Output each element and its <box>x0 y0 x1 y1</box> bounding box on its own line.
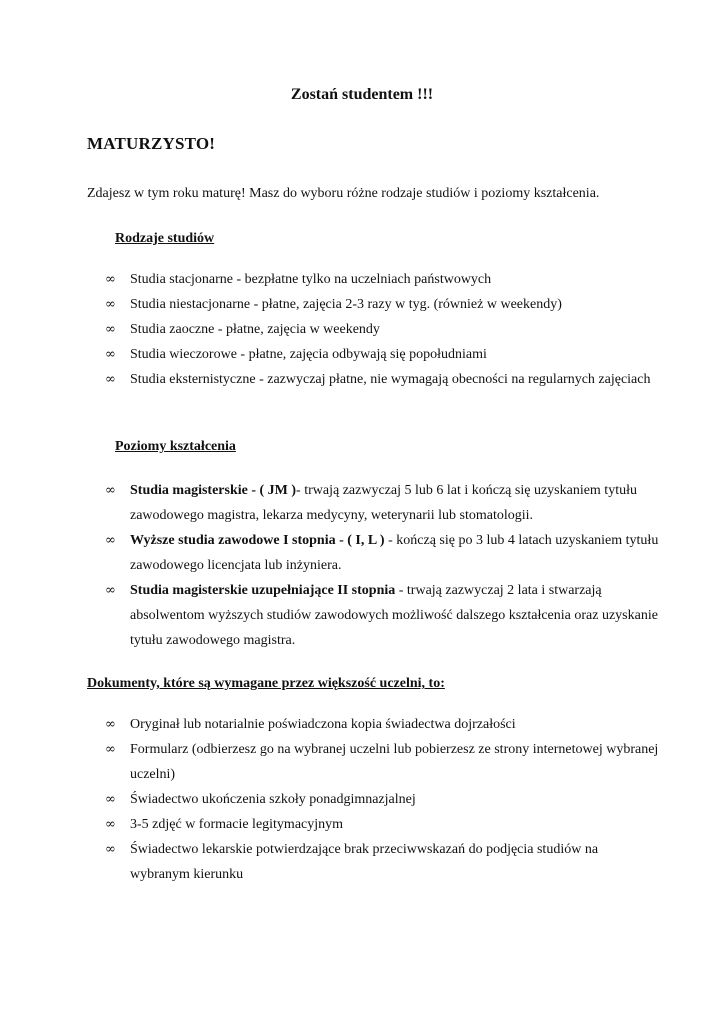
study-types-heading: Rodzaje studiów <box>115 231 215 246</box>
list-item-text: Formularz (odbierzesz go na wybranej uczelni lub pobierzesz ze strony internetowej wybranej uczelni) <box>130 742 659 782</box>
list-item <box>100 317 660 342</box>
infinity-bullet-icon: ∞ <box>105 583 116 598</box>
level-name: Studia magisterskie - ( JM ) <box>130 483 297 498</box>
list-item <box>100 267 660 292</box>
main-heading: MATURZYSTO! <box>87 134 216 153</box>
study-types-list <box>100 267 660 392</box>
list-item-text: Świadectwo ukończenia szkoły ponadgimnazjalnej <box>130 792 416 807</box>
list-item <box>100 578 660 653</box>
infinity-bullet-icon: ∞ <box>105 483 116 498</box>
list-item <box>100 712 660 737</box>
level-name: Studia magisterskie uzupełniające II stopnia <box>130 583 396 598</box>
level-description: - trwają zazwyczaj 2 lata i stwarzają absolwentom wyższych studiów zawodowych możliwość dalszego kształcenia oraz uzyskanie tytułu zawodowego magistra. <box>130 583 658 648</box>
infinity-bullet-icon: ∞ <box>105 842 116 857</box>
list-item-text: Oryginał lub notarialnie poświadczona kopia świadectwa dojrzałości <box>130 717 516 732</box>
infinity-bullet-icon: ∞ <box>105 272 116 287</box>
list-item <box>100 812 660 837</box>
infinity-bullet-icon: ∞ <box>105 742 116 757</box>
levels-list <box>100 478 660 653</box>
list-item <box>100 787 660 812</box>
infinity-bullet-icon: ∞ <box>105 717 116 732</box>
infinity-bullet-icon: ∞ <box>105 792 116 807</box>
infinity-bullet-icon: ∞ <box>105 817 116 832</box>
infinity-bullet-icon: ∞ <box>105 297 116 312</box>
infinity-bullet-icon: ∞ <box>105 533 116 548</box>
infinity-bullet-icon: ∞ <box>105 347 116 362</box>
list-item-text: Studia eksternistyczne - zazwyczaj płatne, nie wymagają obecności na regularnych zajęciach <box>130 372 651 387</box>
page-title: Zostań studentem !!! <box>290 86 434 103</box>
list-item-text: Studia niestacjonarne - płatne, zajęcia 2-3 razy w tyg. (również w weekendy) <box>130 297 562 312</box>
intro-paragraph: Zdajesz w tym roku maturę! Masz do wyboru różne rodzaje studiów i poziomy kształcenia. <box>87 186 600 201</box>
documents-heading: Dokumenty, które są wymagane przez większość uczelni, to: <box>87 676 445 691</box>
level-description: - trwają zazwyczaj 5 lub 6 lat i kończą się uzyskaniem tytułu zawodowego magistra, lekarza medycyny, weterynarii lub stomatologii. <box>130 483 637 523</box>
list-item-text: Studia stacjonarne - bezpłatne tylko na uczelniach państwowych <box>130 272 492 287</box>
list-item <box>100 292 660 317</box>
infinity-bullet-icon: ∞ <box>105 322 116 337</box>
list-item-text: Studia wieczorowe - płatne, zajęcia odbywają się popołudniami <box>130 347 487 362</box>
levels-heading: Poziomy kształcenia <box>115 439 236 454</box>
level-description: - kończą się po 3 lub 4 latach uzyskaniem tytułu zawodowego licencjata lub inżyniera. <box>130 533 659 573</box>
list-item <box>100 528 660 578</box>
list-item <box>100 737 660 787</box>
documents-list <box>100 712 660 887</box>
list-item <box>100 342 660 367</box>
list-item-text: 3-5 zdjęć w formacie legitymacyjnym <box>130 817 344 832</box>
level-name: Wyższe studia zawodowe I stopnia - ( I, L ) <box>130 533 385 548</box>
list-item-text: Świadectwo lekarskie potwierdzające brak przeciwwskazań do podjęcia studiów na wybranym kierunku <box>130 842 599 882</box>
list-item <box>100 837 660 887</box>
list-item <box>100 367 660 392</box>
list-item <box>100 478 660 528</box>
list-item-text: Studia zaoczne - płatne, zajęcia w weekendy <box>130 322 380 337</box>
infinity-bullet-icon: ∞ <box>105 372 116 387</box>
